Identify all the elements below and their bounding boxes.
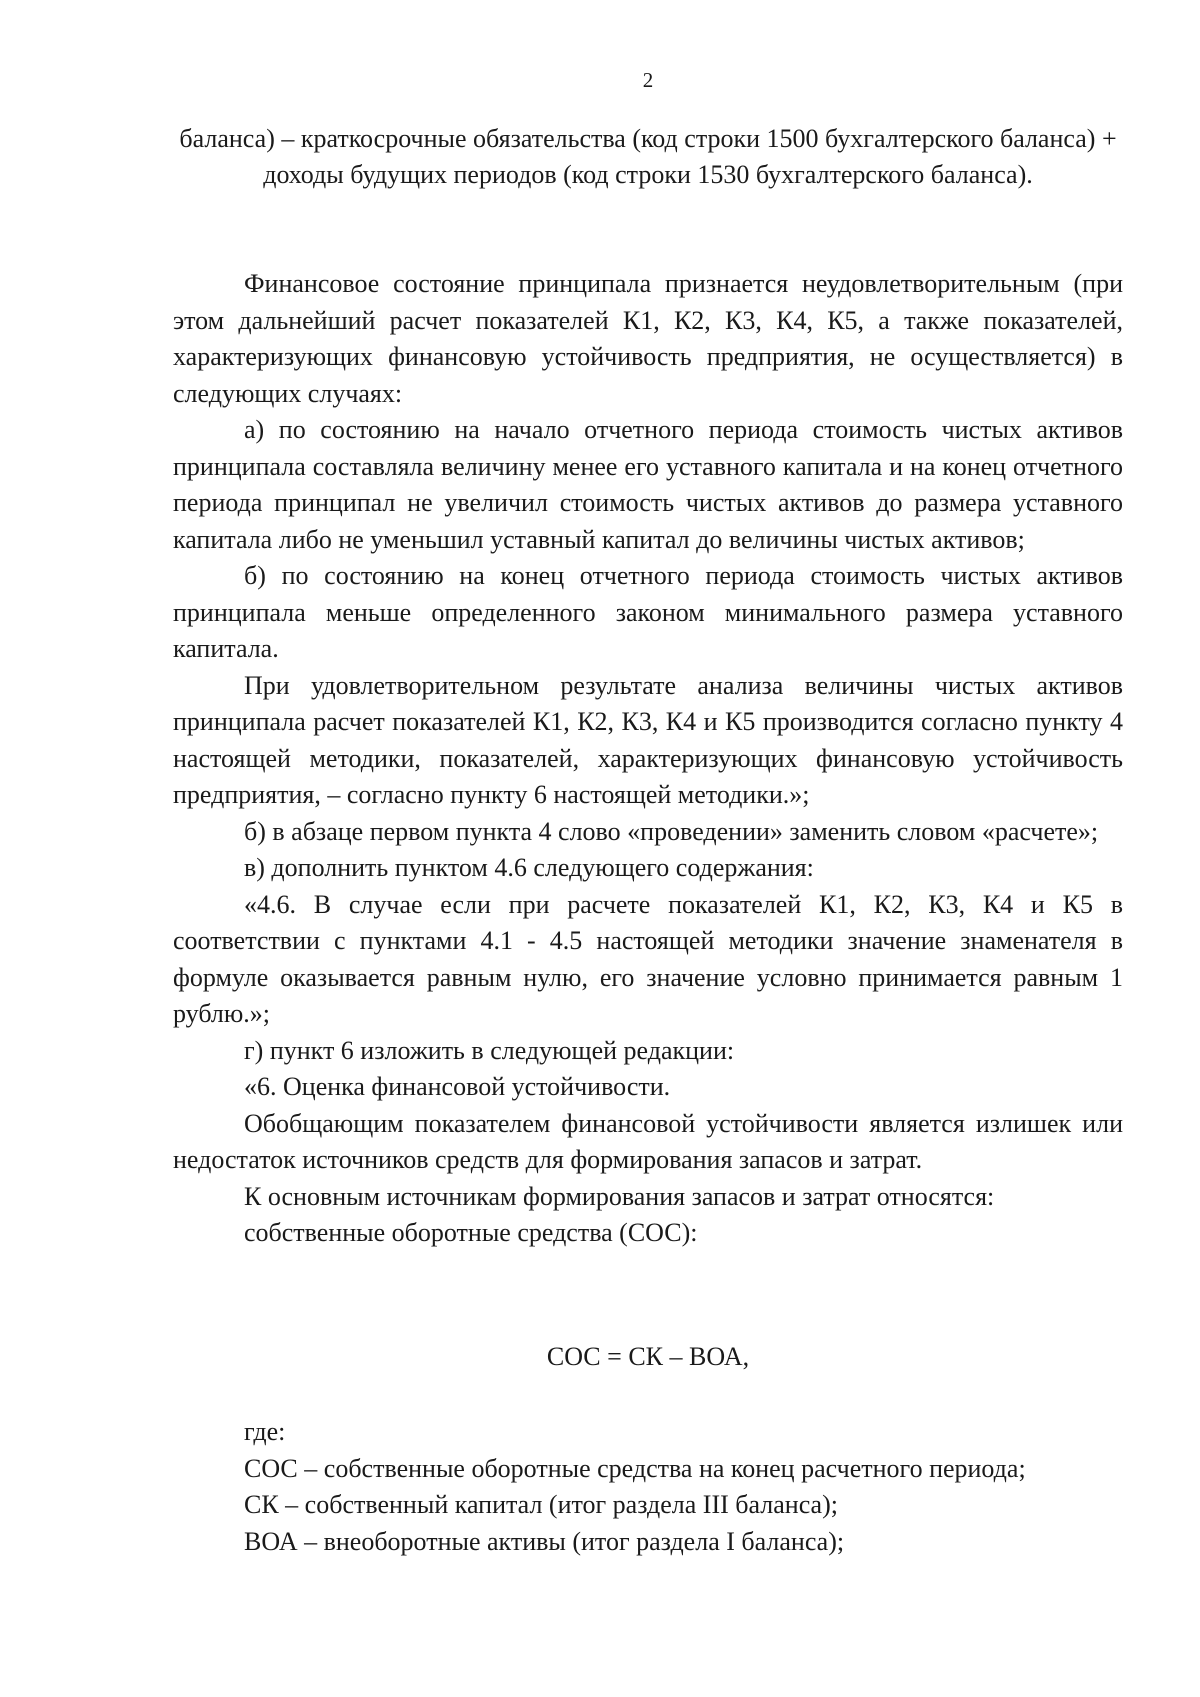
paragraph-section-6-title: «6. Оценка финансовой устойчивости. [244,1072,671,1101]
continued-formula-text: баланса) – краткосрочные обязательства (код строки 1500 бухгалтерского баланса) + доходы будущих периодов (код строки 1530 бухгалтерского баланса). [179,124,1117,189]
paragraph-case-a: а) по состоянию на начало отчетного периода стоимость чистых активов принципала составляла величину менее его уставного капитала и на конец отчетного периода принципал не увеличил стоимость чистых активов до размера уставного капитала либо не уменьшил уставный капитал до величины чистых активов; [173,415,1123,554]
paragraph-amendment-v: в) дополнить пунктом 4.6 следующего содержания: [244,853,814,882]
legend-item-sos: СОС – собственные оборотные средства на конец расчетного периода; [244,1453,1026,1483]
legend-item-voa: ВОА – внеоборотные активы (итог раздела I баланса); [244,1526,845,1556]
paragraph-amendment-g: г) пункт 6 изложить в следующей редакции: [244,1035,735,1065]
paragraph-summary-indicator: Обобщающим показателем финансовой устойчивости является излишек или недостаток источников средств для формирования запасов и затрат. [173,1108,1123,1174]
legend-item-sk: СК – собственный капитал (итог раздела III баланса); [244,1490,838,1519]
formula-sos: СОС = СК – ВОА, [546,1342,750,1371]
paragraph-amendment-b: б) в абзаце первом пункта 4 слово «проведении» заменить словом «расчете»; [244,816,1099,846]
body-text [173,266,1123,1252]
paragraph-main-sources: К основным источникам формирования запасов и затрат относятся: [244,1181,995,1211]
formula-legend [244,1414,1124,1560]
paragraph-case-b: б) по состоянию на конец отчетного периода стоимость чистых активов принципала меньше определенного законом минимального размера уставного капитала. [173,561,1123,663]
page-number: 2 [642,68,654,92]
legend-where: где: [244,1417,286,1446]
paragraph-financial-condition: Финансовое состояние принципала признается неудовлетворительным (при этом дальнейший расчет показателей К1, К2, К3, К4, К5, а также показателей, характеризующих финансовую устойчивость предприятия, не осуществляется) в следующих случаях: [173,269,1123,408]
paragraph-satisfactory-result: При удовлетворительном результате анализа величины чистых активов принципала расчет показателей К1, К2, К3, К4 и К5 производится согласно пункту 4 настоящей методики, показателей, характеризующих финансовую устойчивость предприятия, – согласно пункту 6 настоящей методики.»; [173,670,1123,809]
paragraph-sos-intro: собственные оборотные средства (СОС): [244,1218,698,1247]
paragraph-item-4-6: «4.6. В случае если при расчете показателей К1, К2, К3, К4 и К5 в соответствии с пунктами 4.1 - 4.5 настоящей методики значение знаменателя в формуле оказывается равным нулю, его значение условно принимается равным 1 рублю.»; [173,889,1123,1028]
